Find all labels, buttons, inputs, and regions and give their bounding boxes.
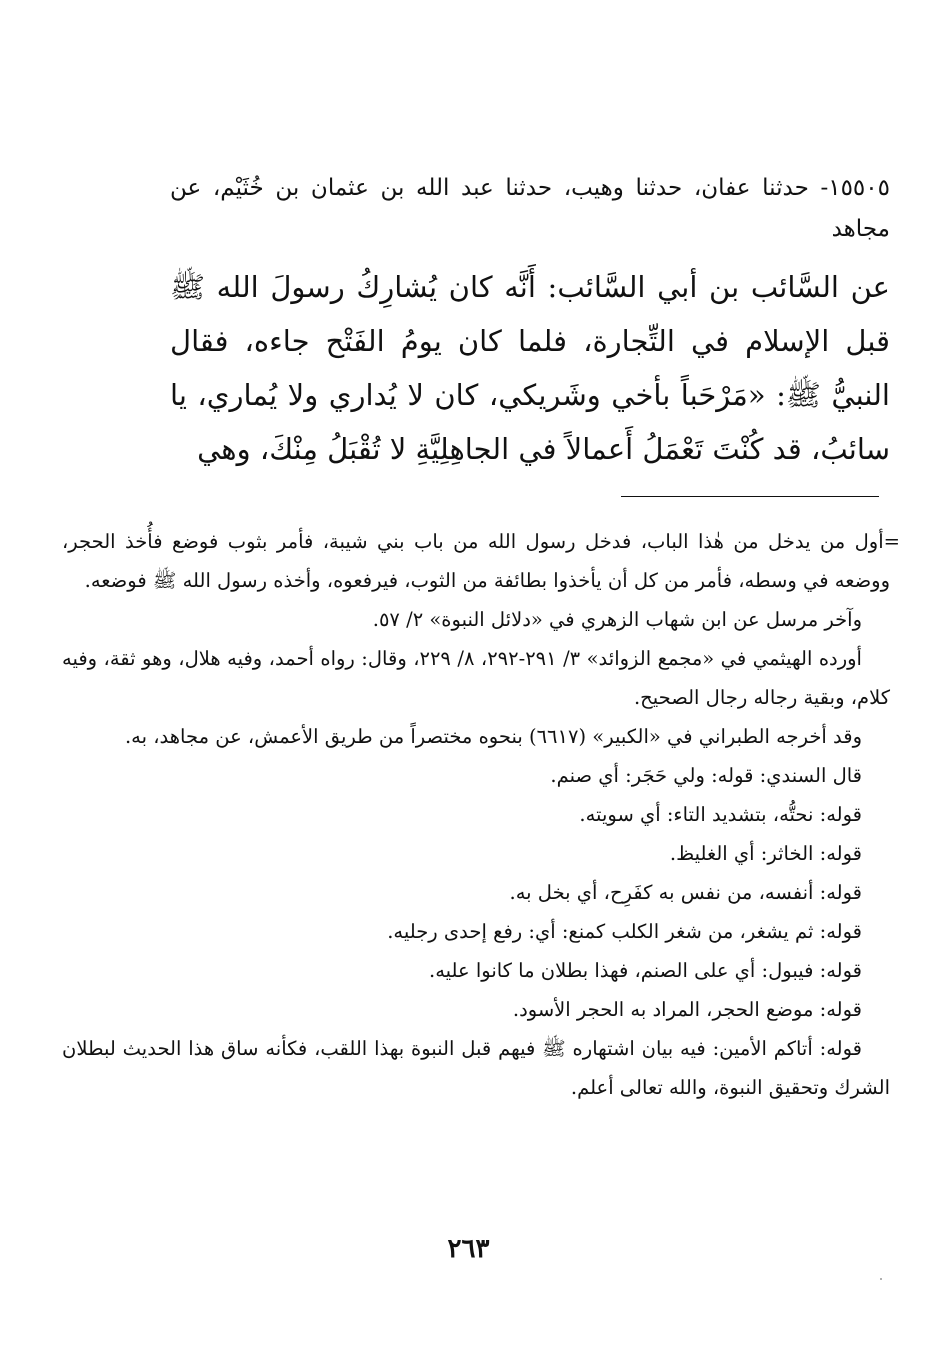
hadith-body: [170, 168, 890, 476]
scan-speck: [880, 1278, 882, 1280]
footnote-paragraph: قوله: موضع الحجر، المراد به الحجر الأسود.: [512, 998, 862, 1021]
footnote-paragraph: وقد أخرجه الطبراني في «الكبير» (٦٦١٧) بنحوه مختصراً من طريق الأعمش، عن مجاهد، به.: [124, 725, 862, 748]
footnote-paragraph: قوله: نحتُّه، بتشديد التاء: أي سويته.: [579, 803, 862, 826]
footnote-paragraph: قوله: الخاثر: أي الغليظ.: [669, 842, 862, 865]
footnote-paragraph: قال السندي: قوله: ولي حَجَر: أي صنم.: [550, 764, 862, 787]
footnote-paragraph: قوله: ثم يشغر، من شغر الكلب كمنع: أي: رفع إحدى رجليه.: [387, 920, 862, 943]
footnote-paragraph: قوله: أتاكم الأمين: فيه بيان اشتهاره ﷺ فيهم قبل النبوة بهذا اللقب، فكأنه ساق هذا الحديث لبطلان الشرك وتحقيق النبوة، والله تعالى أعلم.: [62, 1037, 890, 1099]
footnote-paragraph: وآخر مرسل عن ابن شهاب الزهري في «دلائل النبوة» ٢/ ٥٧.: [372, 608, 862, 631]
footnote-paragraph: قوله: فيبول: أي على الصنم، فهذا بطلان ما كانوا عليه.: [429, 959, 862, 982]
hadith-isnad: ١٥٥٠٥- حدثنا عفان، حدثنا وهيب، حدثنا عبد الله بن عثمان بن خُثَيْم، عن مجاهد: [170, 175, 890, 242]
footnote-divider: [621, 496, 879, 497]
footnotes: [62, 522, 900, 1107]
footnote-paragraph: قوله: أنفسه، من نفس به كفَرِح، أي بخل به.: [509, 881, 862, 904]
footnote-continuation: =أول من يدخل من هٰذا الباب، فدخل رسول الله من باب بني شيبة، فأمر بثوب فوضع فأُخذ الحجر، ووضعه في وسطه، فأمر من كل أن يأخذوا بطائفة من الثوب، فيرفعوه، وأخذه رسول الله ﷺ فوضعه.: [62, 530, 900, 592]
page-number: ٢٦٣: [447, 1234, 490, 1264]
footnote-paragraph: أورده الهيثمي في «مجمع الزوائد» ٣/ ٢٩١-٢٩٢، ٨/ ٢٢٩، وقال: رواه أحمد، وفيه هلال، وهو ثقة، وفيه كلام، وبقية رجاله رجال الصحيح.: [62, 647, 890, 709]
hadith-matn: عن السَّائب بن أبي السَّائب: أَنَّه كان يُشارِكُ رسولَ الله ﷺ قبل الإسلام في التِّجارة، فلما كان يومُ الفَتْح جاءه، فقال النبيُّ ﷺ: «مَرْحَباً بأخي وشَريكي، كان لا يُداري ولا يُماري، يا سائبُ، قد كُنْتَ تَعْمَلُ أَعمالاً في الجاهِلِيَّةِ لا تُقْبَلُ مِنْكَ، وهي: [170, 270, 890, 466]
